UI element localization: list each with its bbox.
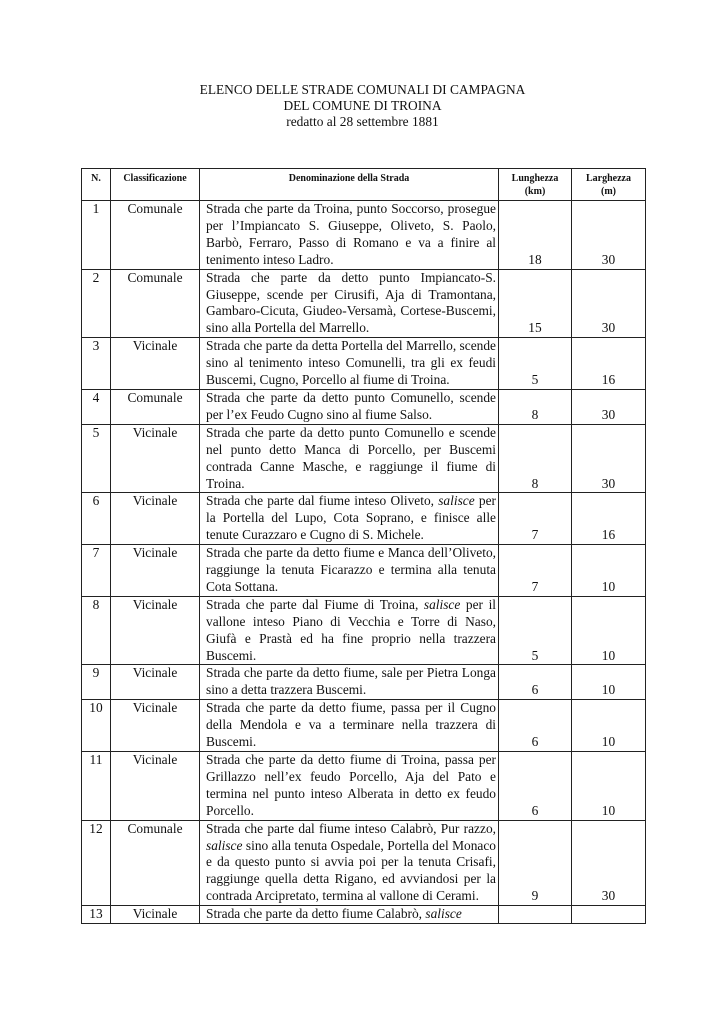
row-description (200, 269, 499, 338)
row-number: 4 (82, 389, 111, 424)
row-length (499, 906, 572, 924)
table-row (82, 665, 646, 700)
row-description (200, 596, 499, 665)
header-name: Denominazione della Strada (200, 169, 499, 201)
row-number: 12 (82, 820, 111, 906)
row-width: 10 (572, 700, 646, 752)
row-width: 30 (572, 201, 646, 270)
row-width: 30 (572, 424, 646, 493)
row-classification: Vicinale (111, 424, 200, 493)
italic-text: salisce (423, 596, 461, 612)
description-text: Strada che parte dal fiume inteso Calabrò, Pur razzo, (206, 820, 496, 836)
header-width-unit: (m) (601, 186, 616, 197)
row-number: 8 (82, 596, 111, 665)
table-row (82, 389, 646, 424)
row-width: 10 (572, 665, 646, 700)
row-length: 9 (499, 820, 572, 906)
description-text: Strada che parte dal fiume inteso Oliveto, (206, 493, 439, 509)
italic-text: salisce (438, 493, 475, 509)
row-length: 5 (499, 596, 572, 665)
row-length: 6 (499, 700, 572, 752)
row-number: 3 (82, 338, 111, 390)
row-length: 8 (499, 389, 572, 424)
row-length: 18 (499, 201, 572, 270)
description-text: Strada che parte da detta Portella del Marrello, scende sino al tenimento inteso Comunelli, tra gli ex feudi Buscemi, Cugno, Porcello al fiume di Troina. (206, 338, 496, 388)
description-text: Strada che parte da detto punto Impiancato-S. Giuseppe, scende per Cirusifi, Aja di Tramontana, Gambaro-Cicuta, Giudeo-Versamà, Cortese-Buscemi, sino alla Portella del Marrello. (206, 269, 496, 336)
header-width (572, 169, 646, 201)
row-length: 8 (499, 424, 572, 493)
table-row (82, 545, 646, 597)
table-row (82, 596, 646, 665)
row-description (200, 424, 499, 493)
description-text: Strada che parte da detto fiume, sale per Pietra Longa sino a detta trazzera Buscemi. (206, 665, 496, 698)
row-classification: Vicinale (111, 906, 200, 924)
row-number: 13 (82, 906, 111, 924)
row-classification: Vicinale (111, 665, 200, 700)
row-width: 30 (572, 389, 646, 424)
header-length-label: Lunghezza (511, 173, 559, 184)
row-width: 10 (572, 752, 646, 821)
row-length: 15 (499, 269, 572, 338)
row-number: 2 (82, 269, 111, 338)
description-text: Strada che parte da Troina, punto Soccorso, prosegue per l’Impiancato S. Giuseppe, Oliveto, S. Paolo, Barbò, Ferraro, Passo di Romano e va a finire al tenimento inteso Ladro. (206, 201, 496, 267)
table-row (82, 201, 646, 270)
row-number: 5 (82, 424, 111, 493)
row-description (200, 906, 499, 924)
row-width (572, 906, 646, 924)
row-number: 6 (82, 493, 111, 545)
table-row (82, 493, 646, 545)
row-description (200, 820, 499, 906)
description-text: per la Portella del Lupo, Cota Soprano, e finisce alle tenute Curazzaro e Cugno di S. Michele. (206, 493, 496, 543)
row-classification: Comunale (111, 201, 200, 270)
description-text: per il vallone inteso Piano di Vecchia e Torre di Naso, Giufà e Prastà ed ha fine proprio nella trazzera Buscemi. (206, 596, 497, 663)
row-classification: Comunale (111, 389, 200, 424)
description-text: Strada che parte da detto fiume di Troina, passa per Grillazzo nell’ex feudo Porcello, Aja del Pato e termina nel punto inteso Alberata in detto ex feudo Porcello. (206, 752, 496, 818)
row-length: 6 (499, 752, 572, 821)
table-row (82, 424, 646, 493)
row-number: 9 (82, 665, 111, 700)
row-width: 10 (572, 545, 646, 597)
table-row (82, 820, 646, 906)
row-classification: Vicinale (111, 752, 200, 821)
row-description (200, 493, 499, 545)
description-text: sino alla tenuta Ospedale, Portella del Monaco e da questo punto si avvia poi per la tenuta Crisafi, raggiunge quella detta Rigano, ed avviandosi per la contrada Arcipretato, termina al vallone di Cerami. (206, 837, 496, 904)
table-row (82, 700, 646, 752)
row-classification: Vicinale (111, 700, 200, 752)
document-date: redatto al 28 settembre 1881 (286, 114, 439, 129)
table-row (82, 269, 646, 338)
row-description (200, 752, 499, 821)
row-description (200, 665, 499, 700)
row-length: 6 (499, 665, 572, 700)
row-width: 30 (572, 820, 646, 906)
row-description (200, 389, 499, 424)
header-classification: Classificazione (111, 169, 200, 201)
description-text: Strada che parte da detto punto Comunello e scende nel punto detto Manca di Porcello, per Buscemi contrada Canne Masche, e raggiunge il fiume di Troina. (206, 424, 496, 491)
table-row (82, 906, 646, 924)
row-length: 7 (499, 545, 572, 597)
row-number: 7 (82, 545, 111, 597)
description-text: Strada che parte da detto fiume Calabrò, (206, 906, 426, 922)
italic-text: salisce (206, 837, 243, 853)
row-number: 11 (82, 752, 111, 821)
row-description (200, 700, 499, 752)
row-length: 7 (499, 493, 572, 545)
description-text: Strada che parte dal Fiume di Troina, (206, 596, 424, 612)
roads-table (81, 168, 646, 924)
row-classification: Comunale (111, 820, 200, 906)
row-number: 10 (82, 700, 111, 752)
row-width: 16 (572, 338, 646, 390)
row-classification: Vicinale (111, 596, 200, 665)
row-description (200, 201, 499, 270)
row-classification: Vicinale (111, 545, 200, 597)
table-body (82, 201, 646, 924)
row-classification: Vicinale (111, 338, 200, 390)
table-row (82, 338, 646, 390)
row-width: 30 (572, 269, 646, 338)
description-text: Strada che parte da detto fiume e Manca dell’Oliveto, raggiunge la tenuta Ficarazzo e termina alla tenuta Cota Sottana. (206, 545, 496, 594)
document-header (0, 82, 725, 130)
description-text: Strada che parte da detto fiume, passa per il Cugno della Mendola e va a terminare nella trazzera di Buscemi. (206, 700, 496, 750)
row-classification: Comunale (111, 269, 200, 338)
header-length-unit: (km) (524, 186, 546, 197)
table-row (82, 752, 646, 821)
table-header-row (82, 169, 646, 201)
row-length: 5 (499, 338, 572, 390)
description-text: Strada che parte da detto punto Comunello, scende per l’ex Feudo Cugno sino al fiume Salso. (206, 389, 496, 422)
document-title: ELENCO DELLE STRADE COMUNALI DI CAMPAGNA (199, 82, 526, 97)
header-num: N. (82, 169, 111, 201)
italic-text: salisce (425, 906, 462, 922)
row-number: 1 (82, 201, 111, 270)
header-width-label: Larghezza (586, 173, 631, 184)
header-length (499, 169, 572, 201)
row-description (200, 338, 499, 390)
row-classification: Vicinale (111, 493, 200, 545)
row-width: 16 (572, 493, 646, 545)
row-description (200, 545, 499, 597)
row-width: 10 (572, 596, 646, 665)
document-subtitle: DEL COMUNE DI TROINA (283, 98, 442, 113)
